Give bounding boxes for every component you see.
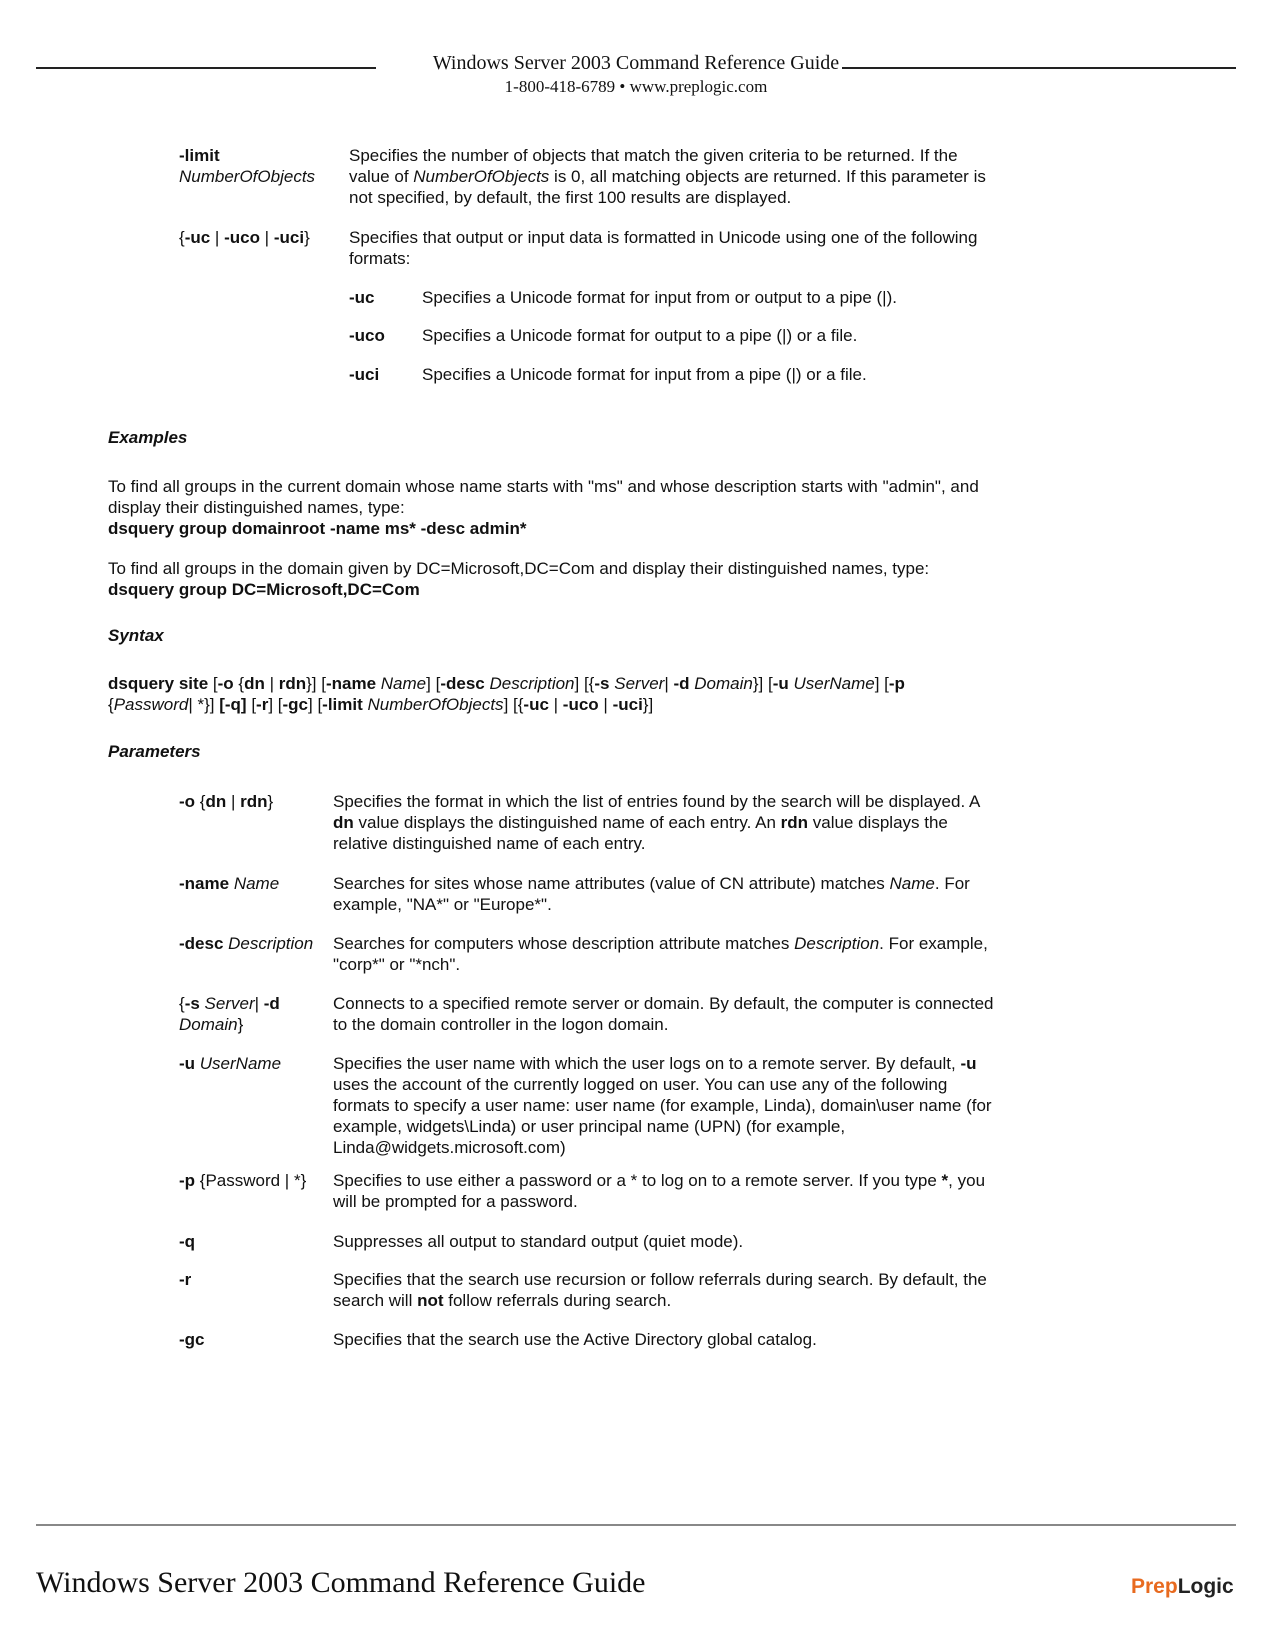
- gc-description: Specifies that the search use the Active Directory global catalog.: [333, 1330, 817, 1349]
- text: |: [264, 674, 279, 693]
- text: -limit: [322, 695, 363, 714]
- desc-line: [333, 1290, 987, 1311]
- text: -p: [888, 674, 905, 693]
- unicode-description: [349, 227, 977, 269]
- text: search will: [333, 1291, 418, 1310]
- p-term: [179, 1170, 306, 1191]
- name-description: [333, 873, 970, 915]
- parameters-heading: Parameters: [108, 742, 201, 761]
- text: UserName: [793, 674, 875, 693]
- desc-line: will be prompted for a password.: [333, 1192, 578, 1211]
- unicode-desc-line: Specifies that output or input data is formatted in Unicode using one of the following: [349, 228, 978, 247]
- text: ] [: [308, 695, 323, 714]
- limit-term: [179, 145, 315, 187]
- text: |: [226, 792, 241, 811]
- example-2: [108, 558, 1108, 600]
- text: NumberOfObjects: [367, 695, 504, 714]
- text: ] [: [426, 674, 441, 693]
- text: |: [254, 994, 264, 1013]
- text: Server: [614, 674, 665, 693]
- desc-line: uses the account of the currently logged on user. You can use any of the following: [333, 1075, 948, 1094]
- header-contact: 1-800-418-6789 • www.preplogic.com: [504, 77, 768, 96]
- footer-title: Windows Server 2003 Command Reference Guide: [36, 1566, 646, 1599]
- limit-desc-line: not specified, by default, the first 100 results are displayed.: [349, 188, 792, 207]
- text: Server: [204, 994, 255, 1013]
- text: -name: [179, 874, 230, 893]
- examples-heading: Examples: [108, 428, 188, 447]
- q-description: Suppresses all output to standard output (quiet mode).: [333, 1232, 744, 1251]
- uci-flag: -uci: [349, 365, 380, 384]
- text: }: [304, 228, 310, 247]
- u-description: [333, 1053, 992, 1158]
- term-line: [179, 1014, 280, 1035]
- uco-flag: -uco: [349, 326, 385, 345]
- text: -uci: [273, 228, 305, 247]
- text: value displays the: [808, 813, 948, 832]
- text: -d: [673, 674, 690, 693]
- desc-line: [333, 812, 980, 833]
- desc-line: [333, 873, 970, 894]
- text: -uc: [184, 228, 211, 247]
- text: {: [233, 674, 245, 693]
- preplogic-logo: [1131, 1575, 1234, 1599]
- example-text: display their distinguished names, type:: [108, 498, 405, 517]
- text: {: [179, 994, 185, 1013]
- text: Description: [228, 934, 314, 953]
- text: is 0, all matching objects are returned. If this parameter is: [549, 167, 986, 186]
- text: -p: [179, 1171, 196, 1190]
- text: rdn: [780, 813, 809, 832]
- syntax-heading: Syntax: [108, 626, 164, 645]
- example-text: To find all groups in the domain given by DC=Microsoft,DC=Com and display their distinguished names, type:: [108, 559, 930, 578]
- text: -uco: [224, 228, 260, 247]
- desc-line: example, widgets\Linda) or user principal name (UPN) (for example,: [333, 1117, 846, 1136]
- example-command: dsquery group DC=Microsoft,DC=Com: [108, 580, 420, 599]
- example-command: dsquery group domainroot -name ms* -desc admin*: [108, 519, 527, 538]
- text: dsquery site: [108, 674, 209, 693]
- text: *: [941, 1171, 949, 1190]
- text: Name: [233, 874, 280, 893]
- text: . For: [934, 874, 970, 893]
- text: -desc: [440, 674, 485, 693]
- limit-arg: NumberOfObjects: [179, 167, 316, 186]
- text: -s: [184, 994, 200, 1013]
- text: dn: [205, 792, 227, 811]
- text: -d: [263, 994, 280, 1013]
- desc-line: relative distinguished name of each entry.: [333, 834, 646, 853]
- limit-desc-line: Specifies the number of objects that match the given criteria to be returned. If the: [349, 146, 958, 165]
- desc-line: example, "NA*" or "Europe*".: [333, 895, 552, 914]
- desc-line: Connects to a specified remote server or domain. By default, the computer is connected: [333, 994, 994, 1013]
- text: {Password | *}: [195, 1171, 307, 1190]
- text: -r: [256, 695, 269, 714]
- server-domain-description: [333, 993, 994, 1035]
- unicode-desc-line: formats:: [349, 249, 411, 268]
- text: rdn: [278, 674, 307, 693]
- text: rdn: [240, 792, 268, 811]
- example-text: To find all groups in the current domain whose name starts with "ms" and whose description starts with "admin", and: [108, 477, 979, 496]
- r-description: [333, 1269, 987, 1311]
- uco-description: Specifies a Unicode format for output to a pipe (|) or a file.: [422, 326, 858, 345]
- text: -uco: [562, 695, 599, 714]
- text: -u: [960, 1054, 977, 1073]
- text: |: [210, 228, 225, 247]
- text: . For example,: [879, 934, 988, 953]
- text: [: [208, 674, 218, 693]
- text: NumberOfObjects: [413, 167, 550, 186]
- page-header: [36, 52, 1236, 112]
- text: Description: [794, 934, 880, 953]
- limit-flag: -limit: [179, 146, 220, 165]
- text: value of: [349, 167, 414, 186]
- text: Name: [380, 674, 427, 693]
- text: -uc: [523, 695, 549, 714]
- syntax-line-1: [108, 673, 1108, 694]
- text: |: [259, 228, 274, 247]
- text: ] [{: [574, 674, 595, 693]
- text: -uci: [612, 695, 643, 714]
- uc-flag: -uc: [349, 288, 375, 307]
- text: Domain: [694, 674, 753, 693]
- text: | *}]: [188, 695, 220, 714]
- desc-line: [333, 1053, 992, 1074]
- desc-line: "corp*" or "*nch".: [333, 955, 461, 974]
- text: dn: [333, 813, 354, 832]
- text: value displays the distinguished name of each entry. An: [353, 813, 781, 832]
- text: , you: [948, 1171, 986, 1190]
- desc-line: Linda@widgets.microsoft.com): [333, 1138, 566, 1157]
- text: Specifies to use either a password or a * to log on to a remote server. If you type: [333, 1171, 942, 1190]
- text: }: [267, 792, 274, 811]
- text: Specifies the user name with which the user logs on to a remote server. By default,: [333, 1054, 961, 1073]
- text: -o: [217, 674, 234, 693]
- text: }] [: [752, 674, 773, 693]
- text: |: [548, 695, 563, 714]
- text: follow referrals during search.: [443, 1291, 672, 1310]
- text: -s: [594, 674, 610, 693]
- desc-line: Specifies the format in which the list of entries found by the search will be displayed. A: [333, 792, 981, 811]
- text: -u: [772, 674, 789, 693]
- text: Searches for sites whose name attributes (value of CN attribute) matches: [333, 874, 890, 893]
- text: Password: [113, 695, 189, 714]
- text: }] [: [306, 674, 326, 693]
- desc-term: [179, 933, 313, 954]
- desc-line: formats to specify a user name: user name (for example, Linda), domain\user name (for: [333, 1096, 992, 1115]
- desc-line: [333, 933, 988, 954]
- limit-description: [349, 145, 986, 208]
- syntax-line: [108, 673, 1108, 715]
- header-title: Windows Server 2003 Command Reference Guide: [432, 52, 840, 74]
- uci-description: Specifies a Unicode format for input from a pipe (|) or a file.: [422, 365, 867, 384]
- text: Domain: [179, 1015, 238, 1034]
- text: -u: [179, 1054, 196, 1073]
- text: -gc: [282, 695, 308, 714]
- syntax-line-2: [108, 694, 1108, 715]
- p-description: [333, 1170, 985, 1212]
- unicode-term: [179, 227, 310, 248]
- desc-line: to the domain controller in the logon domain.: [333, 1015, 669, 1034]
- text: ] [: [268, 695, 283, 714]
- name-term: [179, 873, 279, 894]
- q-term: -q: [179, 1232, 196, 1251]
- limit-desc-line: [349, 166, 986, 187]
- text: {: [195, 792, 206, 811]
- o-term: [179, 791, 273, 812]
- logo-text: Prep: [1131, 1575, 1178, 1598]
- example-1: [108, 476, 1108, 539]
- text: {: [179, 228, 185, 247]
- text: dn: [244, 674, 265, 693]
- desc-line: Specifies that the search use recursion or follow referrals during search. By default, the: [333, 1270, 987, 1289]
- text: ] [{: [503, 695, 524, 714]
- text: |: [664, 674, 674, 693]
- text: [-q]: [219, 695, 247, 714]
- text: [: [246, 695, 257, 714]
- text: ] [: [874, 674, 889, 693]
- u-term: [179, 1053, 281, 1074]
- text: UserName: [199, 1054, 282, 1073]
- text: -o: [179, 792, 196, 811]
- text: -desc: [179, 934, 224, 953]
- logo-text: Logic: [1177, 1575, 1234, 1598]
- text: |: [598, 695, 613, 714]
- gc-term: -gc: [179, 1330, 205, 1349]
- server-domain-term: [179, 993, 280, 1035]
- desc-description: [333, 933, 988, 975]
- r-term: -r: [179, 1270, 192, 1289]
- text: {: [108, 695, 114, 714]
- text: Searches for computers whose description attribute matches: [333, 934, 795, 953]
- term-line: [179, 993, 280, 1014]
- desc-line: [333, 1170, 985, 1191]
- text: }]: [642, 695, 654, 714]
- text: Description: [489, 674, 575, 693]
- text: }: [237, 1015, 244, 1034]
- o-description: [333, 791, 980, 854]
- text: -name: [325, 674, 377, 693]
- text: not: [417, 1291, 444, 1310]
- text: Name: [889, 874, 935, 893]
- uc-description: Specifies a Unicode format for input from or output to a pipe (|).: [422, 288, 897, 307]
- footer-rule: [36, 1524, 1236, 1526]
